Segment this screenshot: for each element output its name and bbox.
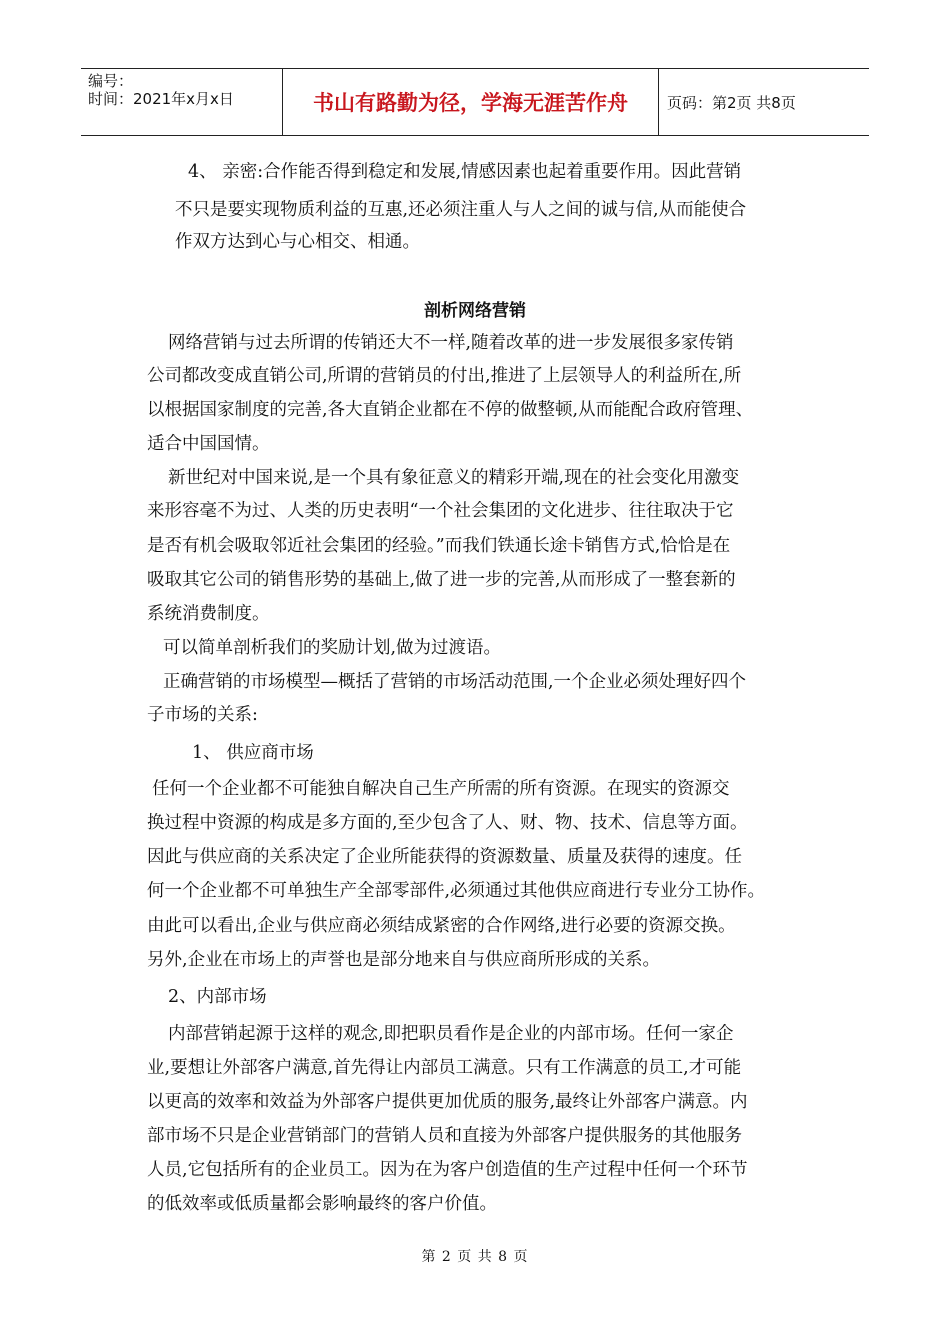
time-label: 时间：2021年x月x日: [88, 90, 234, 108]
subheading-supplier-market: 1、 供应商市场: [192, 743, 314, 763]
paragraph-line: 不只是要实现物质利益的互惠,还必须注重人与人之间的诚与信,从而能使合: [175, 200, 747, 220]
paragraph-line: 来形容毫不为过、人类的历史表明“一个社会集团的文化进步、往往取决于它: [147, 501, 734, 521]
paragraph-line: 适合中国国情。: [147, 434, 270, 454]
page-header: [81, 68, 869, 136]
paragraph-line: 吸取其它公司的销售形势的基础上,做了进一步的完善,从而形成了一整套新的: [147, 570, 736, 590]
paragraph-line: 何一个企业都不可单独生产全部零部件,必须通过其他供应商进行专业分工协作。: [147, 881, 766, 901]
paragraph-line: 可以简单剖析我们的奖励计划,做为过渡语。: [163, 638, 502, 658]
header-motto: 书山有路勤为径，学海无涯苦作舟: [283, 69, 659, 135]
paragraph-line: 部市场不只是企业营销部门的营销人员和直接为外部客户提供服务的其他服务: [147, 1126, 742, 1146]
section-title: 剖析网络营销: [424, 301, 526, 321]
paragraph-line: 正确营销的市场模型—概括了营销的市场活动范围,一个企业必须处理好四个: [163, 672, 747, 692]
header-meta: [81, 69, 283, 135]
page-footer: 第 2 页 共 8 页: [421, 1249, 529, 1265]
paragraph-line: 另外,企业在市场上的声誉也是部分地来自与供应商所形成的关系。: [147, 950, 661, 970]
paragraph-line: 以更高的效率和效益为外部客户提供更加优质的服务,最终让外部客户满意。内: [147, 1092, 748, 1112]
paragraph-line: 以根据国家制度的完善,各大直销企业都在不停的做整顿,从而能配合政府管理、: [147, 400, 754, 420]
paragraph-line: 公司都改变成直销公司,所谓的营销员的付出,推进了上层领导人的利益所在,所: [147, 366, 742, 386]
paragraph-line: 人员,它包括所有的企业员工。因为在为客户创造值的生产过程中任何一个环节: [147, 1160, 748, 1180]
header-page-info: 页码：第2页 共8页: [667, 93, 796, 112]
paragraph-line: 4、 亲密:合作能否得到稳定和发展,情感因素也起着重要作用。因此营销: [188, 162, 742, 182]
subheading-internal-market: 2、内部市场: [168, 987, 267, 1007]
number-label: 编号：: [88, 72, 134, 90]
paragraph-line: 因此与供应商的关系决定了企业所能获得的资源数量、质量及获得的速度。任: [147, 847, 742, 867]
paragraph-line: 作双方达到心与心相交、相通。: [175, 232, 420, 252]
paragraph-line: 是否有机会吸取邻近社会集团的经验。”而我们铁通长途卡销售方式,恰恰是在: [147, 536, 731, 556]
paragraph-line: 由此可以看出,企业与供应商必须结成紧密的合作网络,进行必要的资源交换。: [147, 916, 736, 936]
paragraph-line: 网络营销与过去所谓的传销还大不一样,随着改革的进一步发展很多家传销: [168, 333, 734, 353]
paragraph-line: 任何一个企业都不可能独自解决自己生产所需的所有资源。在现实的资源交: [152, 779, 730, 799]
paragraph-line: 的低效率或低质量都会影响最终的客户价值。: [147, 1194, 497, 1214]
paragraph-line: 系统消费制度。: [147, 604, 270, 624]
paragraph-line: 内部营销起源于这样的观念,即把职员看作是企业的内部市场。任何一家企: [168, 1024, 734, 1044]
paragraph-line: 业,要想让外部客户满意,首先得让内部员工满意。只有工作满意的员工,才可能: [147, 1058, 742, 1078]
paragraph-line: 子市场的关系:: [147, 705, 258, 725]
paragraph-line: 新世纪对中国来说,是一个具有象征意义的精彩开端,现在的社会变化用激变: [168, 468, 740, 488]
paragraph-line: 换过程中资源的构成是多方面的,至少包含了人、财、物、技术、信息等方面。: [147, 813, 748, 833]
